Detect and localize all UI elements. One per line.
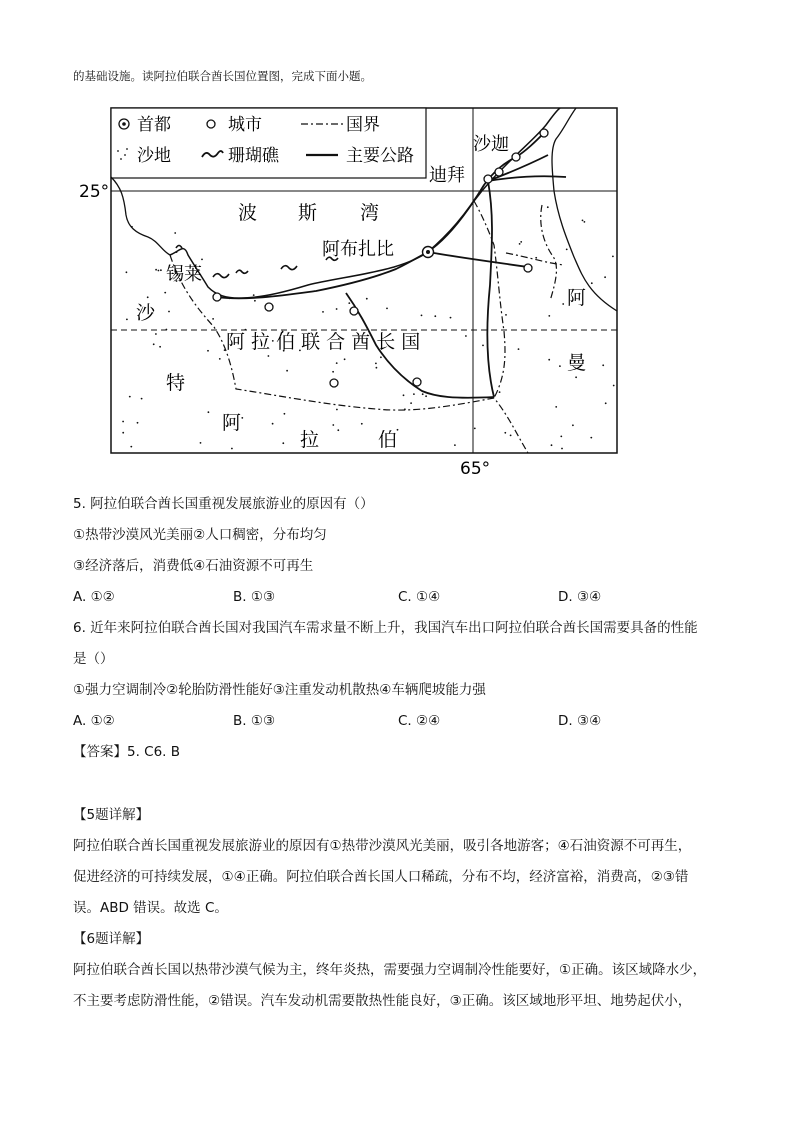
- detail5-heading: 【5题详解】: [73, 807, 150, 823]
- label-abudhabi: 阿布扎比: [322, 239, 394, 260]
- lon-label: 65°: [460, 459, 491, 479]
- label-country: 阿 拉 伯 联 合 酋 长 国: [226, 331, 421, 353]
- detail6-line1: 阿拉伯联合酋长国以热带沙漠气候为主，终年炎热，需要强力空调制冷性能要好，①正确。该区域降水少，: [73, 962, 707, 978]
- q6-stem: 6. 近年来阿拉伯联合酋长国对我国汽车需求量不断上升，我国汽车出口阿拉伯联合酋长国需要具备的性能: [73, 620, 698, 636]
- q6-line1: ①强力空调制冷②轮胎防滑性能好③注重发动机散热④车辆爬坡能力强: [73, 682, 486, 698]
- label-oman-1: 阿: [567, 287, 587, 309]
- legend-desert: 沙地: [137, 146, 171, 166]
- q6-option-b: B. ①③: [233, 713, 276, 729]
- capital-abudhabi-marker: [423, 247, 434, 258]
- legend-city: 城市: [228, 115, 262, 135]
- label-sila: 锡莱: [166, 264, 202, 285]
- legend-reef: 珊瑚礁: [228, 146, 279, 166]
- label-saudi-1: 沙: [136, 302, 156, 324]
- q5-option-c: C. ①④: [398, 589, 441, 605]
- detail5-line3: 误。ABD 错误。故选 C。: [73, 900, 228, 916]
- q5-option-d: D. ③④: [558, 589, 602, 605]
- legend-border: 国界: [346, 115, 380, 135]
- answer-line: 【答案】5. C6. B: [73, 744, 181, 760]
- q5-line1: ①热带沙漠风光美丽②人口稠密，分布均匀: [73, 527, 327, 543]
- qatar-coast: [111, 177, 170, 255]
- q6-option-d: D. ③④: [558, 713, 602, 729]
- label-saudi-4: 拉: [300, 429, 320, 451]
- label-oman-2: 曼: [567, 352, 587, 374]
- q5-stem: 5. 阿拉伯联合酋长国重视发展旅游业的原因有（）: [73, 496, 374, 512]
- label-gulf-2: 斯: [298, 202, 318, 224]
- detail6-heading: 【6题详解】: [73, 931, 150, 947]
- detail5-line2: 促进经济的可持续发展，①④正确。阿拉伯联合酋长国人口稀疏，分布不均，经济富裕，消费高，②③错: [73, 869, 689, 885]
- label-saudi-5: 伯: [378, 429, 398, 451]
- intro-text: 的基础设施。读阿拉伯联合酋长国位置图，完成下面小题。: [73, 69, 372, 83]
- oman-coast-east: [552, 108, 617, 311]
- uae-location-map: [76, 105, 636, 500]
- label-sharjah: 沙迦: [473, 134, 509, 155]
- label-dubai: 迪拜: [429, 165, 465, 186]
- q6-option-c: C. ②④: [398, 713, 441, 729]
- lat-label: 25°: [79, 182, 110, 202]
- label-gulf-3: 湾: [360, 202, 380, 224]
- q5-option-b: B. ①③: [233, 589, 276, 605]
- q5-line2: ③经济落后，消费低④石油资源不可再生: [73, 558, 314, 574]
- label-saudi-3: 阿: [222, 412, 242, 434]
- label-saudi-2: 特: [166, 372, 186, 394]
- legend-capital: 首都: [137, 115, 171, 135]
- legend-road: 主要公路: [346, 146, 414, 166]
- detail5-line1: 阿拉伯联合酋长国重视发展旅游业的原因有①热带沙漠风光美丽，吸引各地游客；④石油资源不可再生，: [73, 838, 692, 854]
- q5-option-a: A. ①②: [73, 589, 115, 605]
- q6-stem-cont: 是（）: [73, 651, 114, 667]
- q6-option-a: A. ①②: [73, 713, 115, 729]
- label-gulf-1: 波: [238, 202, 258, 224]
- detail6-line2: 不主要考虑防滑性能，②错误。汽车发动机需要散热性能良好，③正确。该区域地形平坦、地势起伏小，: [73, 993, 692, 1009]
